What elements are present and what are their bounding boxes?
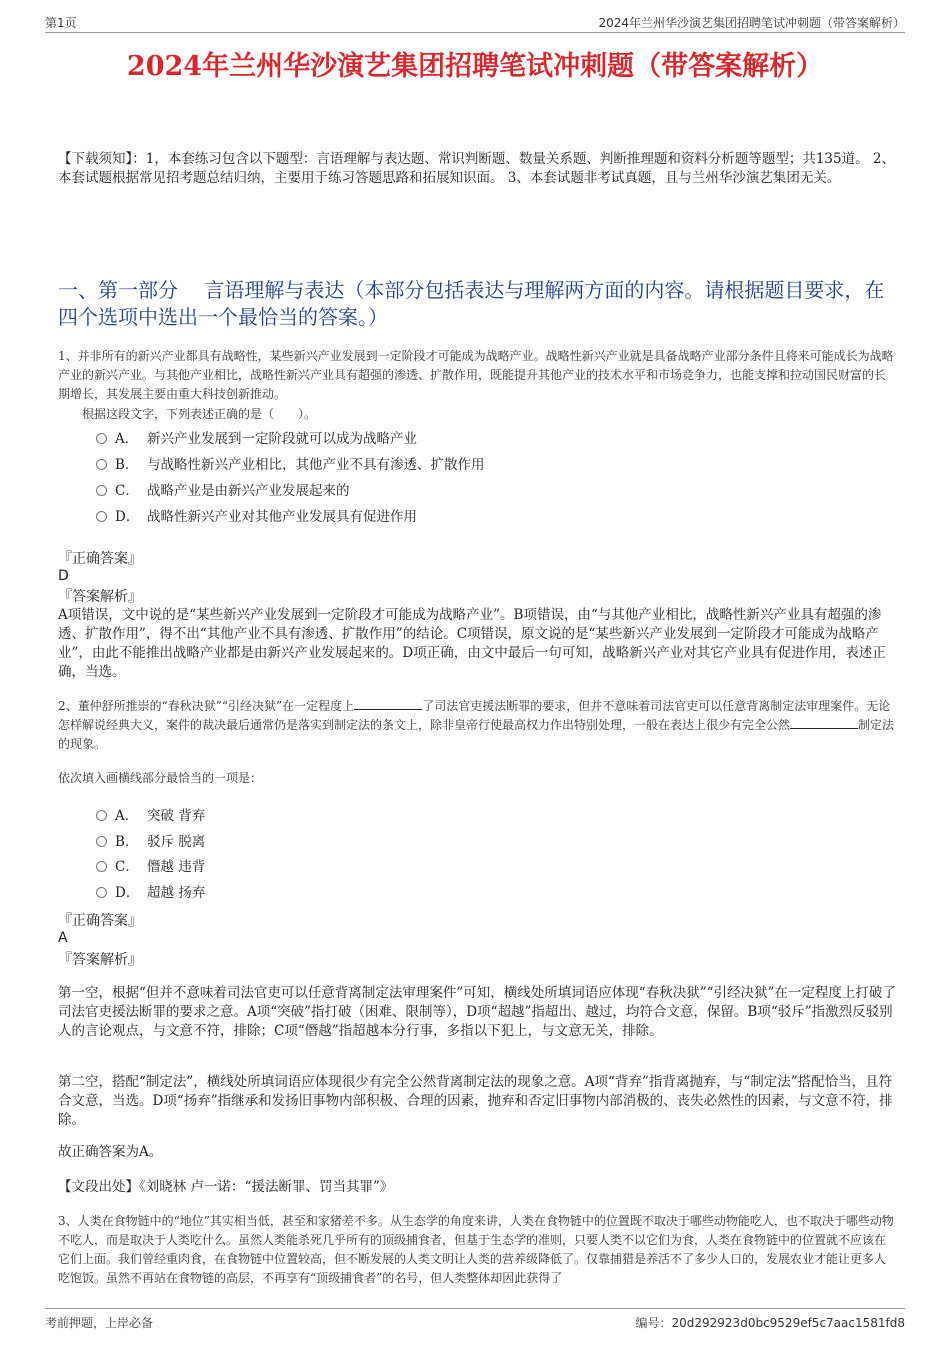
question-2-answer-label: 『正确答案』 xyxy=(58,913,142,929)
question-2-stem xyxy=(58,697,896,754)
radio-icon[interactable] xyxy=(96,810,107,821)
document-title: 2024年兰州华沙演艺集团招聘笔试冲刺题（带答案解析） xyxy=(126,51,824,82)
option-text: 僭越 违背 xyxy=(147,859,206,875)
stem-part: 2、董仲舒所推崇的“春秋决狱”“引经决狱”在一定程度上 xyxy=(58,699,355,713)
question-2-option-a[interactable] xyxy=(96,806,205,826)
option-text: 驳斥 脱离 xyxy=(147,834,206,850)
option-text: 突破 背弃 xyxy=(147,808,206,824)
question-1-option-a[interactable] xyxy=(96,429,417,449)
radio-icon[interactable] xyxy=(96,459,107,470)
question-2-source: 【文段出处】《刘晓林 卢一诺：“援法断罪、罚当其罪”》 xyxy=(58,1179,394,1195)
option-text: 与战略性新兴产业相比，其他产业不具有渗透、扩散作用 xyxy=(147,457,485,473)
question-1-ask: 根据这段文字，下列表述正确的是（ ）。 xyxy=(82,407,317,421)
option-key: C． xyxy=(115,483,139,499)
stem-part: 了司法官吏援法断罪的要求，但并不意味着司法官吏可以任意背离制定法审理案件。无论怎样解说经典大义，案件的裁决最后通常仍是落实到制定法的条文上，除非皇帝行使最高权力作出特别处理，一般在表达上很少有完全公然 xyxy=(58,699,891,732)
option-key: C． xyxy=(115,859,139,875)
option-text: 战略性新兴产业对其他产业发展具有促进作用 xyxy=(147,509,417,525)
page-number: 第1页 xyxy=(45,16,77,30)
option-key: A． xyxy=(115,808,139,824)
radio-icon[interactable] xyxy=(96,836,107,847)
question-2-option-c[interactable] xyxy=(96,857,205,877)
radio-icon[interactable] xyxy=(96,511,107,522)
option-text: 战略产业是由新兴产业发展起来的 xyxy=(147,483,350,499)
download-notice: 【下载须知】：1，本套练习包含以下题型：言语理解与表达题、常识判断题、数量关系题、判断推理题和资料分析题等题型；共135道。 2、本套试题根据常见招考题总结归纳，主要用于练习答题思路和拓展知识面。 3、本套试题非考试真题，且与兰州华沙演艺集团无关。 xyxy=(58,151,895,186)
option-key: D． xyxy=(115,509,140,525)
footer-slogan: 考前押题，上岸必备 xyxy=(45,1316,154,1330)
question-2-option-d[interactable] xyxy=(96,883,205,903)
option-key: B． xyxy=(115,457,139,473)
fill-blank xyxy=(354,697,422,710)
section-heading: 一、第一部分 言语理解与表达（本部分包括表达与理解两方面的内容。请根据题目要求，在四个选项中选出一个最恰当的答案。） xyxy=(58,278,885,329)
stem-part: 制定法的现象。 xyxy=(58,718,895,751)
option-key: B． xyxy=(115,834,139,850)
option-key: D． xyxy=(115,885,140,901)
question-2-option-b[interactable] xyxy=(96,832,205,852)
option-text: 超越 扬弃 xyxy=(147,885,206,901)
question-2-analysis-1: 第一空，根据“但并不意味着司法官吏可以任意背离制定法审理案件”可知，横线处所填词语应体现“春秋决狱”“引经决狱”在一定程度上打破了司法官吏援法断罪的要求之意。A项“突破”指打破（困难、限制等），D项“超越”指超出、越过，均符合文意，保留。B项“驳斥”指激烈反驳别人的言论观点，与文意不符，排除；C项“僭越”指超越本分行事，多指以下犯上，与文意无关，排除。 xyxy=(58,985,896,1039)
header-divider xyxy=(45,32,905,33)
option-key: A． xyxy=(115,431,139,447)
question-1-answer-label: 『正确答案』 xyxy=(58,551,142,567)
question-2-answer: A xyxy=(58,930,68,946)
radio-icon[interactable] xyxy=(96,485,107,496)
footer-divider xyxy=(45,1308,905,1309)
radio-icon[interactable] xyxy=(96,887,107,898)
header-doc-title: 2024年兰州华沙演艺集团招聘笔试冲刺题（带答案解析） xyxy=(598,16,905,30)
question-1-analysis: A项错误，文中说的是“某些新兴产业发展到一定阶段才可能成为战略产业”。B项错误，由“与其他产业相比，战略性新兴产业具有超强的渗透、扩散作用”，得不出“其他产业不具有渗透、扩散作用”的结论。C项错误，原文说的是“某些新兴产业发展到一定阶段才可能成为战略产业”，由此不能推出战略产业都是由新兴产业发展起来的。D项正确，由文中最后一句可知，战略新兴产业对其它产业具有促进作用，表述正确，当选。 xyxy=(58,607,886,680)
footer-code xyxy=(635,1314,905,1331)
question-1-answer: D xyxy=(58,568,69,584)
footer-code-label: 编号： xyxy=(635,1316,672,1330)
footer-code-value: 20d292923d0bc9529ef5c7aac1581fd8 xyxy=(671,1316,905,1330)
question-2-analysis-label: 『答案解析』 xyxy=(58,952,142,968)
question-3-stem: 3、人类在食物链中的“地位”其实相当低，甚至和家猪差不多。从生态学的角度来讲，人类在食物链中的位置既不取决于哪些动物能吃人，也不取决于哪些动物不吃人，而是取决于人类吃什么。虽然人类能杀死几乎所有的顶级捕食者，但基于生态学的准则，只要人类不以它们为食，人类在食物链中的位置就不应该在它们上面。我们曾经重肉食，在食物链中位置较高，但不断发展的人类文明让人类的营养级降低了。仅靠捕猎是养活不了多少人口的，发展农业才能让更多人吃饱饭。虽然不再站在食物链的高层，不再享有“顶级捕食者”的名号，但人类整体却因此获得了 xyxy=(58,1214,894,1285)
question-2-conclusion: 故正确答案为A。 xyxy=(58,1144,163,1160)
question-2-analysis-2: 第二空，搭配“制定法”，横线处所填词语应体现很少有完全公然背离制定法的现象之意。A项“背弃”指背离抛弃，与“制定法”搭配恰当，且符合文意，当选。D项“扬弃”指继承和发扬旧事物内部积极、合理的因素，抛弃和否定旧事物内部消极的、丧失必然性的因素，与文意不符，排除。 xyxy=(58,1074,893,1128)
question-1-analysis-label: 『答案解析』 xyxy=(58,589,142,605)
question-1-stem: 1、并非所有的新兴产业都具有战略性，某些新兴产业发展到一定阶段才可能成为战略产业。战略性新兴产业就是具备战略产业部分条件且将来可能成长为战略产业的新兴产业。与其他产业相比，战略性新兴产业具有超强的渗透、扩散作用，既能提升其他产业的技术水平和市场竞争力，也能支撑和拉动国民财富的长期增长，其发展主要由重大科技创新推动。 xyxy=(58,349,894,401)
question-1-option-b[interactable] xyxy=(96,455,485,475)
radio-icon[interactable] xyxy=(96,861,107,872)
radio-icon[interactable] xyxy=(96,433,107,444)
question-1-option-d[interactable] xyxy=(96,507,417,527)
fill-blank xyxy=(790,716,858,729)
question-2-ask: 依次填入画横线部分最恰当的一项是： xyxy=(58,771,263,785)
option-text: 新兴产业发展到一定阶段就可以成为战略产业 xyxy=(147,431,417,447)
question-1-option-c[interactable] xyxy=(96,481,350,501)
